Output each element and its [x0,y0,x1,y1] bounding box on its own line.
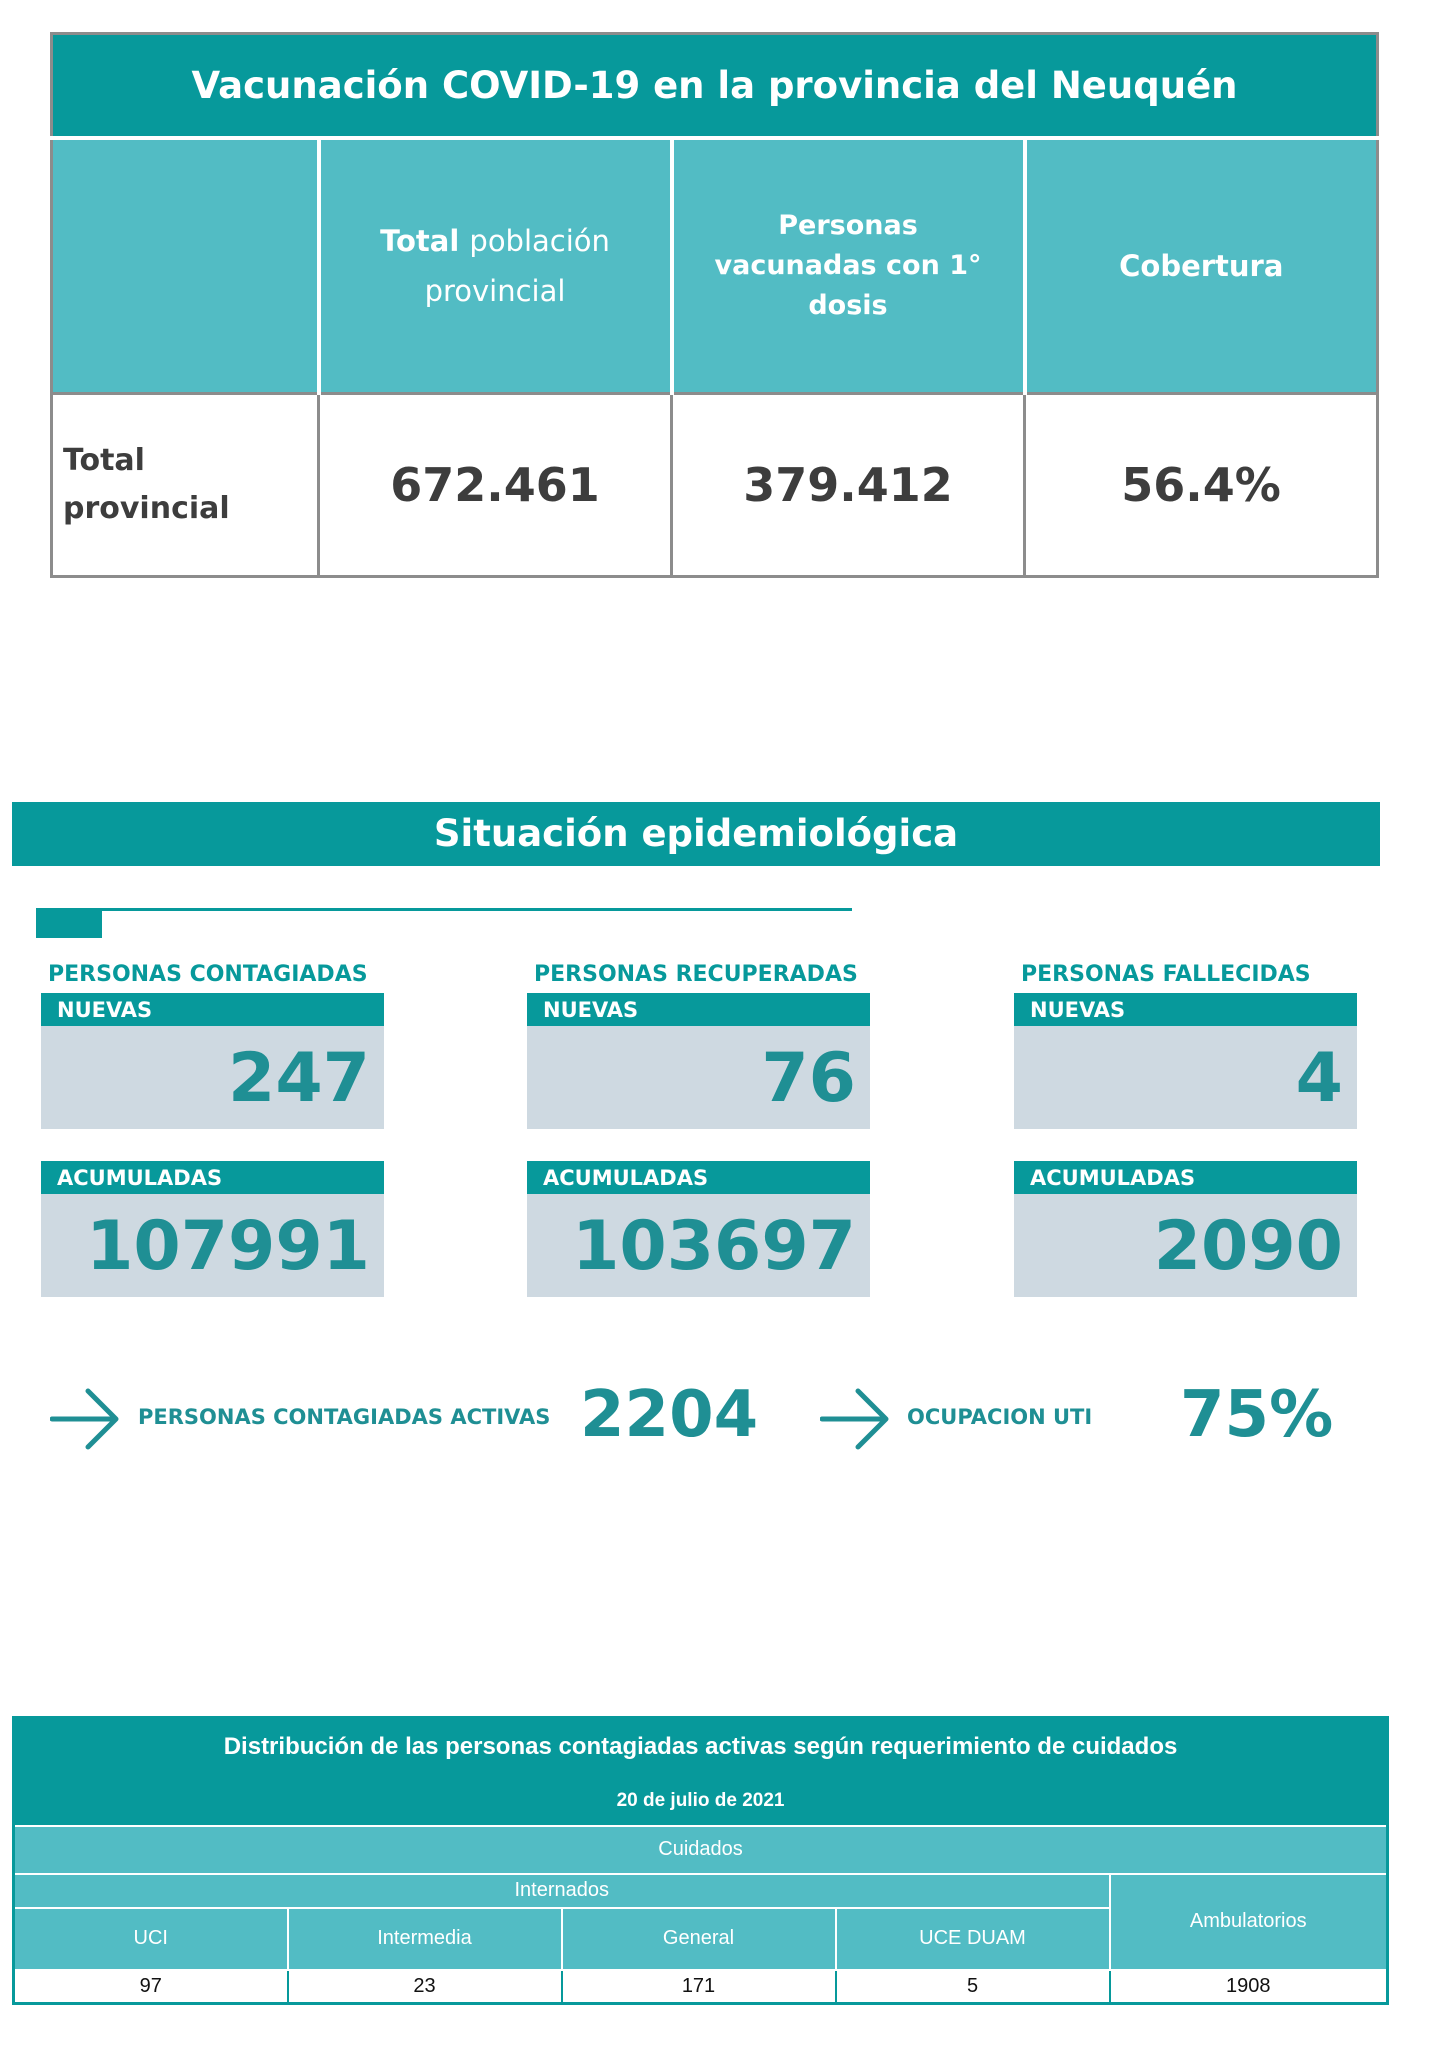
cuidados-header: Cuidados [14,1826,1388,1874]
recuperadas-nuevas-box [527,993,870,1129]
value-uci: 97 [14,1970,288,2004]
decorative-divider [36,908,852,911]
contagiadas-acumuladas-label: ACUMULADAS [41,1161,384,1194]
value-vacunadas: 379.412 [672,394,1025,577]
contagiadas-nuevas-box [41,993,384,1129]
activas-value: 2204 [580,1378,759,1452]
contagiadas-heading: PERSONAS CONTAGIADAS [48,962,368,987]
contagiadas-nuevas-value: 247 [41,1026,384,1129]
value-general: 171 [562,1970,836,2004]
distribution-title: Distribución de las personas contagiadas activas según requerimiento de cuidados [14,1718,1388,1778]
fallecidas-acumuladas-label: ACUMULADAS [1014,1161,1357,1194]
column-header-uci: UCI [14,1908,288,1970]
ocupacion-value: 75% [1180,1378,1334,1452]
header-total-light: población provincial [424,223,610,308]
fallecidas-nuevas-box [1014,993,1357,1129]
activas-label: PERSONAS CONTAGIADAS ACTIVAS [138,1405,551,1429]
ocupacion-label: OCUPACION UTI [907,1405,1093,1429]
column-header-intermedia: Intermedia [288,1908,562,1970]
header-cobertura: Cobertura [1025,138,1378,394]
epi-title: Situación epidemiológica [12,802,1380,866]
column-header-general: General [562,1908,836,1970]
column-header-ambulatorios: Ambulatorios [1110,1874,1388,1970]
recuperadas-nuevas-label: NUEVAS [527,993,870,1026]
contagiadas-acumuladas-value: 107991 [41,1194,384,1297]
arrow-right-icon [820,1386,890,1452]
value-ambulatorios: 1908 [1110,1970,1388,2004]
recuperadas-nuevas-value: 76 [527,1026,870,1129]
value-uce-duam: 5 [836,1970,1110,2004]
distribution-table [12,1716,1389,2005]
row-label-total-provincial: Total provincial [52,394,319,577]
header-total-bold: Total [380,223,460,258]
fallecidas-heading: PERSONAS FALLECIDAS [1021,962,1311,987]
recuperadas-heading: PERSONAS RECUPERADAS [534,962,858,987]
decorative-block [36,908,102,938]
contagiadas-acumuladas-box [41,1161,384,1297]
recuperadas-acumuladas-label: ACUMULADAS [527,1161,870,1194]
internados-header: Internados [14,1874,1110,1908]
header-vacunadas: Personas vacunadas con 1° dosis [672,138,1025,394]
fallecidas-nuevas-value: 4 [1014,1026,1357,1129]
fallecidas-nuevas-label: NUEVAS [1014,993,1357,1026]
header-empty-cell [52,138,319,394]
contagiadas-nuevas-label: NUEVAS [41,993,384,1026]
arrow-right-icon [50,1386,120,1452]
vaccination-title: Vacunación COVID-19 en la provincia del Neuquén [52,34,1378,138]
vaccination-table [50,32,1379,578]
fallecidas-acumuladas-box [1014,1161,1357,1297]
recuperadas-acumuladas-value: 103697 [527,1194,870,1297]
fallecidas-acumuladas-value: 2090 [1014,1194,1357,1297]
column-header-uce-duam: UCE DUAM [836,1908,1110,1970]
header-total-poblacion [319,138,672,394]
value-cobertura: 56.4% [1025,394,1378,577]
recuperadas-acumuladas-box [527,1161,870,1297]
value-total-poblacion: 672.461 [319,394,672,577]
distribution-date: 20 de julio de 2021 [14,1778,1388,1826]
value-intermedia: 23 [288,1970,562,2004]
